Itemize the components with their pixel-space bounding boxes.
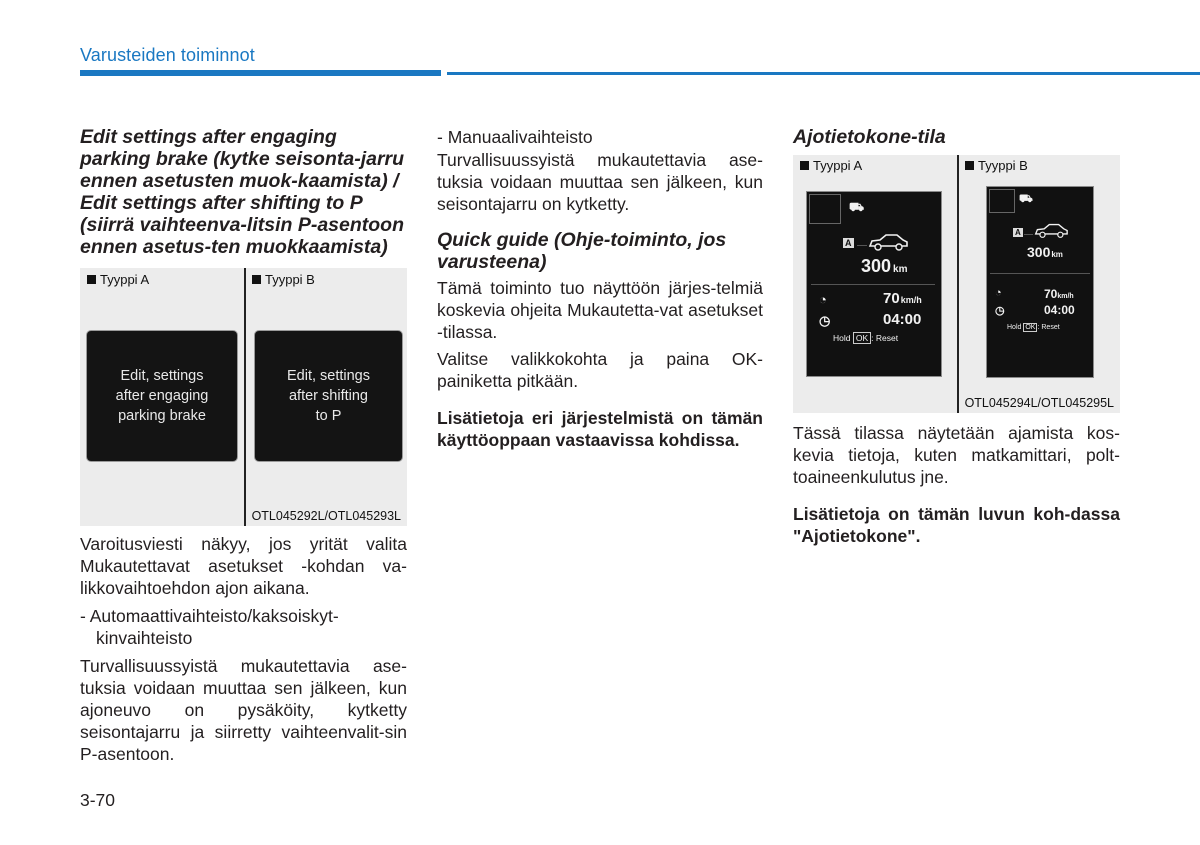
figure-divider	[957, 155, 959, 413]
automatic-transmission-item: - Automaattivaihteisto/kaksoiskyt-kinvaihteisto	[80, 606, 339, 648]
speedometer-icon: ◔	[995, 287, 1002, 299]
warning-screen-b: Edit, settings after shifting to P	[254, 330, 403, 462]
trip-computer-heading: Ajotietokone-tila	[793, 126, 946, 148]
clock-icon: ◷	[995, 305, 1005, 317]
square-bullet-icon	[965, 161, 974, 170]
divider	[990, 273, 1090, 274]
range-readout: 300km	[1027, 244, 1063, 260]
gear-badge: A	[1015, 228, 1021, 237]
column-1	[80, 126, 407, 765]
edit-settings-heading: Edit settings after engaging parking brake (kytke seisonta-jarru ennen asetusten muok-kaamista) / Edit settings after shifting to P (siirrä vaihteenva-litsin P-asentoon ennen asetus-ten muokkaamista)	[80, 126, 405, 258]
clock-icon: ◷	[819, 313, 831, 328]
section-title: Varusteiden toiminnot	[80, 45, 255, 65]
car-wash-icon: ⛟	[849, 200, 865, 214]
square-bullet-icon	[87, 275, 96, 284]
trip-computer-paragraph: Tässä tilassa näytetään ajamista kos-kevia tietoja, kuten matkamittari, polt-toaineenkulutus jne.	[793, 423, 1120, 487]
type-a-label: Tyyppi A	[800, 158, 862, 173]
car-wash-icon: ⛟	[1019, 193, 1033, 205]
quick-guide-instruction: Valitse valikkokohta ja paina OK-painiketta pitkään.	[437, 349, 763, 391]
column-3	[793, 126, 1120, 547]
type-b-label: Tyyppi B	[965, 158, 1028, 173]
square-bullet-icon	[252, 275, 261, 284]
range-readout: 300 km	[861, 256, 908, 276]
figure-divider	[244, 268, 246, 526]
car-icon	[1033, 222, 1069, 239]
divider	[811, 284, 935, 285]
manual-paragraph: Turvallisuussyistä mukautettavia ase-tuksia voidaan muuttaa sen jälkeen, kun seisontajarru on kytketty.	[437, 150, 763, 214]
car-icon	[867, 232, 909, 252]
figure-code: OTL045294L/OTL045295L	[964, 396, 1114, 410]
trip-computer-figure	[793, 155, 1120, 413]
badge-line	[857, 245, 867, 246]
warning-paragraph: Varoitusviesti näkyy, jos yrität valita Mukautettavat asetukset -kohdan va-likkovaihtoehdon ajon aikana.	[80, 534, 407, 598]
speedometer-icon: ◔	[819, 292, 827, 307]
speed-readout: 70km/h	[883, 290, 922, 307]
trip-screen-a	[806, 191, 942, 377]
header-rule-thick	[80, 70, 441, 76]
speed-readout: 70km/h	[1044, 287, 1074, 301]
quick-guide-paragraph: Tämä toiminto tuo näyttöön järjes-telmiä koskevia ohjeita Mukautetta-vat asetukset -tilassa.	[437, 278, 763, 342]
gear-badge: A	[845, 238, 852, 248]
type-b-label: Tyyppi B	[252, 272, 315, 287]
trip-computer-note: Lisätietoja on tämän luvun koh-dassa "Ajotietokone".	[793, 504, 1120, 546]
square-bullet-icon	[800, 161, 809, 170]
time-readout: 04:00	[883, 311, 922, 328]
manual-transmission-item: - Manuaalivaihteisto	[437, 127, 593, 147]
warning-figure	[80, 268, 407, 526]
systems-note: Lisätietoja eri järjestelmistä on tämän käyttöoppaan vastaavissa kohdissa.	[437, 408, 763, 450]
hold-reset-hint: Hold OK : Reset	[1007, 324, 1060, 331]
type-a-label: Tyyppi A	[87, 272, 149, 287]
hold-reset-hint: Hold OK : Reset	[833, 333, 899, 343]
empty-indicator-box	[989, 189, 1015, 213]
time-readout: 04:00	[1044, 303, 1075, 317]
warning-screen-a: Edit, settings after engaging parking brake	[86, 330, 238, 462]
header-rule-thin	[447, 72, 1200, 75]
page-number: 3-70	[80, 790, 116, 810]
figure-code: OTL045292L/OTL045293L	[251, 509, 401, 523]
automatic-paragraph: Turvallisuussyistä mukautettavia ase-tuksia voidaan muuttaa sen jälkeen, kun ajoneuvo on pysäköity, kytketty seisontajarru ja siirretty vaihteenvalit-sin P-asentoon.	[80, 656, 407, 764]
badge-line	[1024, 234, 1033, 235]
empty-indicator-box	[809, 194, 841, 224]
column-2	[437, 126, 763, 451]
trip-screen-b	[986, 186, 1094, 378]
quick-guide-heading: Quick guide (Ohje-toiminto, jos varusteena)	[437, 229, 727, 273]
